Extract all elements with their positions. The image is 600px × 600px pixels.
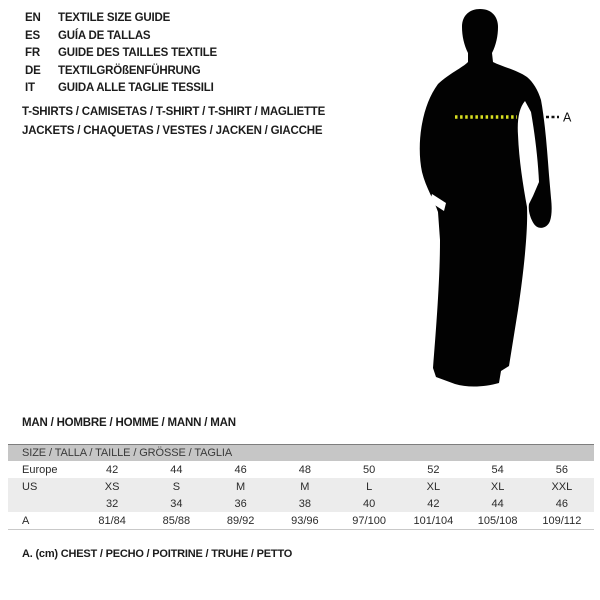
size-table-header: SIZE / TALLA / TAILLE / GRÖSSE / TAGLIA <box>8 444 594 461</box>
section-title-man: MAN / HOMBRE / HOMME / MANN / MAN <box>22 417 236 429</box>
row-label: A <box>22 514 30 527</box>
table-cell: 56 <box>555 463 568 476</box>
language-label: GUIDE DES TAILLES TEXTILE <box>58 47 217 59</box>
table-cell: 54 <box>491 463 504 476</box>
table-cell: 46 <box>555 497 568 510</box>
language-row <box>25 80 217 98</box>
language-code: IT <box>25 82 35 94</box>
table-cell: 109/112 <box>542 514 582 527</box>
table-cell: 38 <box>298 497 311 510</box>
table-cell: 34 <box>170 497 183 510</box>
table-cell: 32 <box>106 497 119 510</box>
category-line-jackets: JACKETS / CHAQUETAS / VESTES / JACKEN / GIACCHE <box>22 124 323 137</box>
language-row <box>25 45 217 63</box>
table-row-us <box>8 478 594 495</box>
table-cell: 50 <box>363 463 376 476</box>
table-cell: 40 <box>363 497 376 510</box>
language-label: TEXTILE SIZE GUIDE <box>58 12 171 24</box>
language-code: FR <box>25 47 40 59</box>
size-table <box>8 444 594 530</box>
table-cell: 48 <box>298 463 311 476</box>
table-cell: XXL <box>551 480 573 493</box>
table-row-chest-a <box>8 512 594 530</box>
table-cell: XS <box>104 480 120 493</box>
row-label: Europe <box>22 463 58 476</box>
table-cell: 52 <box>427 463 440 476</box>
language-code: ES <box>25 29 40 42</box>
language-row <box>25 28 217 46</box>
table-cell: M <box>236 480 246 493</box>
man-silhouette-figure <box>400 0 600 400</box>
table-cell: L <box>366 480 373 493</box>
table-cell: 89/92 <box>226 514 255 527</box>
table-cell: 85/88 <box>162 514 191 527</box>
chest-measure-label: A <box>563 110 572 125</box>
table-cell: 42 <box>427 497 440 510</box>
table-cell: 46 <box>234 463 247 476</box>
table-cell: XL <box>426 480 441 493</box>
category-line-tshirts: T-SHIRTS / CAMISETAS / T-SHIRT / T-SHIRT / MAGLIETTE <box>22 106 326 118</box>
language-label: TEXTILGRÖßENFÜHRUNG <box>58 64 201 77</box>
man-silhouette <box>400 0 600 400</box>
language-row <box>25 10 217 28</box>
table-cell: 36 <box>234 497 247 510</box>
table-cell: 44 <box>170 463 183 476</box>
table-cell: 42 <box>106 463 119 476</box>
language-label: GUIDA ALLE TAGLIE TESSILI <box>58 82 214 94</box>
category-lines <box>22 103 325 140</box>
table-cell: 81/84 <box>98 514 126 527</box>
table-cell: 101/104 <box>413 514 454 527</box>
table-cell: 93/96 <box>291 514 319 527</box>
row-label: US <box>22 480 38 493</box>
language-code: DE <box>25 64 41 77</box>
table-cell: XL <box>490 480 505 493</box>
language-row <box>25 63 217 81</box>
table-row-alt-size <box>8 495 594 512</box>
language-code: EN <box>25 12 41 24</box>
table-cell: M <box>300 480 310 493</box>
measurement-footnote: A. (cm) CHEST / PECHO / POITRINE / TRUHE / PETTO <box>22 548 293 560</box>
man-silhouette-body <box>420 9 552 387</box>
table-cell: 105/108 <box>477 514 518 527</box>
table-cell: 97/100 <box>352 514 386 527</box>
table-row-europe <box>8 461 594 478</box>
language-label: GUÍA DE TALLAS <box>58 29 151 42</box>
table-cell: 44 <box>491 497 504 510</box>
table-cell: S <box>172 480 181 493</box>
language-list <box>25 10 217 98</box>
